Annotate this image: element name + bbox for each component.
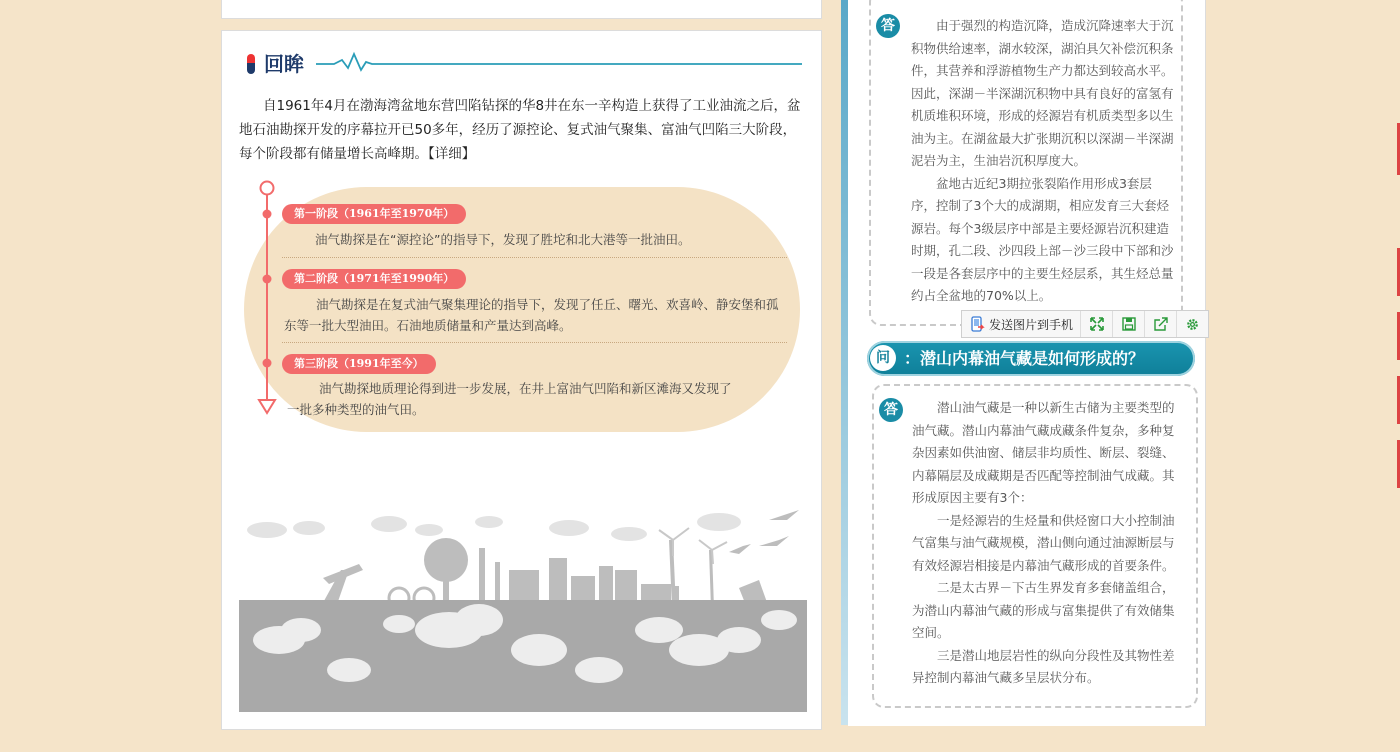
timeline-axis [255, 178, 281, 418]
stage-1-pill: 第一阶段（1961年至1970年） [282, 204, 466, 224]
stage-1-text: 油气勘探是在“源控论”的指导下，发现了胜坨和北大港等一批油田。 [315, 232, 691, 247]
expand-button[interactable] [1081, 311, 1113, 337]
save-button[interactable] [1113, 311, 1145, 337]
answer-2-para: 三是潜山地层岩性的纵向分段性及其物性差异控制内幕油气藏多呈层状分布。 [912, 647, 1175, 685]
image-toolbar [961, 310, 1209, 338]
stage-divider [282, 342, 787, 343]
question-2-text: ：潜山内幕油气藏是如何形成的？ [904, 349, 1145, 368]
answer-badge: 答 [879, 398, 903, 422]
stage-2-pill: 第二阶段（1971年至1990年） [282, 269, 466, 289]
settings-icon [1185, 317, 1200, 332]
answer-2-para: 二是太古界－下古生界发育多套储盖组合，为潜山内幕油气藏的形成与富集提供了有效储集空间。 [912, 580, 1175, 640]
answer-2-para: 潜山油气藏是一种以新生古储为主要类型的油气藏。潜山内幕油气藏成藏条件复杂，多种复杂因素如供油窗、储层非均质性、断层、裂缝、内幕隔层及成藏期是否匹配等控制油气成藏。其形成原因主要有3个： [912, 400, 1175, 505]
share-button[interactable] [1145, 311, 1177, 337]
send-to-phone-button[interactable] [962, 311, 1081, 337]
industrial-landscape-illustration [239, 500, 807, 712]
stage-divider [282, 257, 787, 258]
save-icon [1122, 317, 1136, 331]
section-intro [239, 94, 805, 166]
share-icon [1154, 317, 1168, 331]
send-to-phone-label: 发送图片到手机 [989, 317, 1074, 332]
section-title: 回眸 [264, 52, 304, 76]
answer-badge: 答 [876, 14, 900, 38]
answer-2-text [912, 397, 1180, 690]
question-badge: 问 [870, 345, 896, 371]
answer-1-text [911, 15, 1176, 308]
intro-text: 自1961年4月在渤海湾盆地东营凹陷钻探的华8井在东一辛构造上获得了工业油流之后，盆地石油勘探开发的序幕拉开已50多年，经历了源控论、复式油气聚集、富油气凹陷三大阶段，每个阶段都有储量增长高峰期。 [239, 98, 801, 162]
answer-1-para: 由于强烈的构造沉降，造成沉降速率大于沉积物供给速率，湖水较深，湖泊具欠补偿沉积条件，其营养和浮游植物生产力都达到较高水平。因此，深湖－半深湖沉积物中具有良好的富氢有机质堆积环境，形成的烃源岩有机质类型多以生油为主。在湖盆最大扩张期沉积以深湖－半深湖泥岩为主，生油岩沉积厚度大。 [911, 18, 1174, 168]
detail-link[interactable]: 【详细】 [428, 146, 476, 162]
answer-2-para: 一是烃源岩的生烃量和供烃窗口大小控制油气富集与油气藏规模，潜山侧向通过油源断层与有效烃源岩相接是内幕油气藏形成的首要条件。 [912, 512, 1175, 573]
answer-1-para: 盆地古近纪3期拉张裂陷作用形成3套层序，控制了3个大的成湖期，相应发育三大套烃源岩。每个3级层序中部是主要烃源岩沉积建造时期，孔二段、沙四段上部－沙三段中下部和沙一段是各套层序中的主要生烃层系，其生烃总量约占全盆地的70%以上。 [911, 175, 1174, 303]
settings-button[interactable] [1177, 311, 1208, 337]
section-title-bar-icon [247, 54, 255, 74]
heartbeat-line-icon [314, 50, 804, 76]
previous-card-bottom [221, 0, 822, 19]
phone-send-icon [969, 316, 985, 332]
stage-3-pill: 第三阶段（1991年至今） [282, 354, 436, 374]
stage-3-text: 油气勘探地质理论得到进一步发展，在井上富油气凹陷和新区滩海又发现了一批多种类型的油气田。 [287, 381, 732, 417]
stage-2-text: 油气勘探是在复式油气聚集理论的指导下，发现了任丘、曙光、欢喜岭、静安堡和孤东等一批大型油田。石油地质储量和产量达到高峰。 [284, 297, 779, 333]
expand-icon [1090, 317, 1104, 331]
